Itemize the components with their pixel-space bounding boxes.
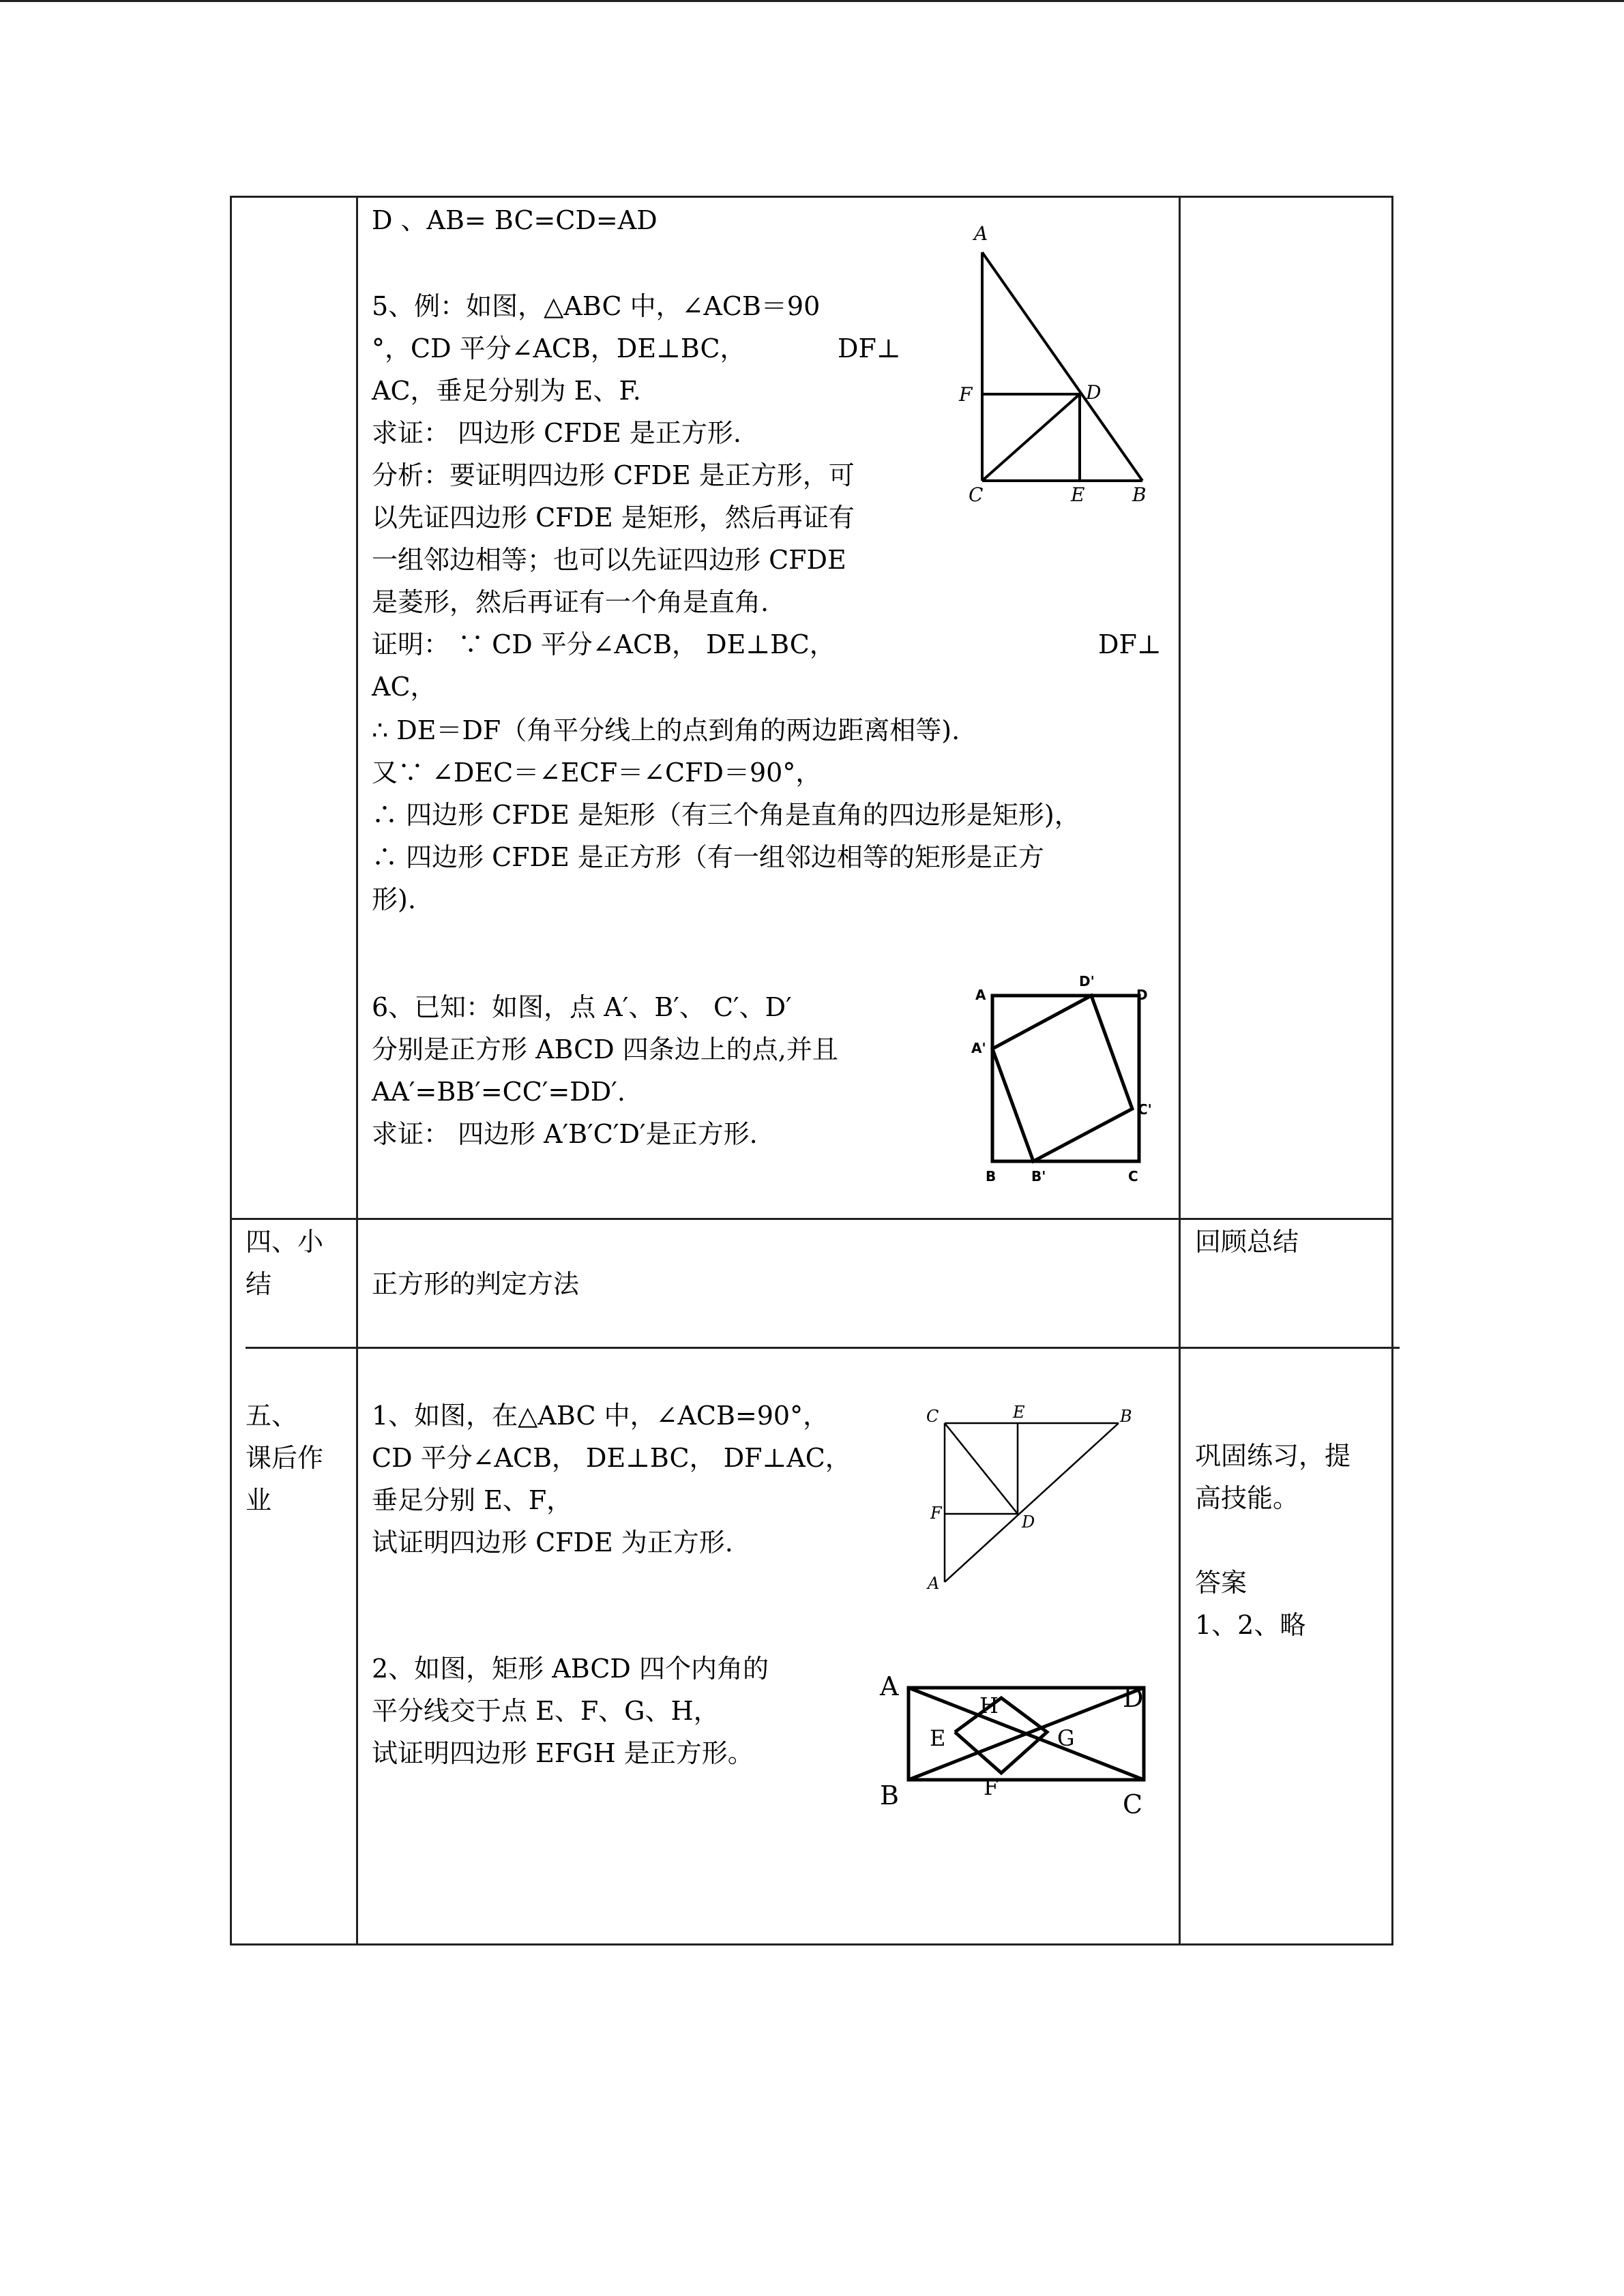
rectangle-bisectors-figure-geometry bbox=[866, 1671, 1166, 1828]
analysis-line: 是菱形，然后再证有一个角是直角. bbox=[372, 587, 769, 617]
table-left-border bbox=[230, 196, 232, 1945]
homework-note: 高技能。 bbox=[1195, 1483, 1299, 1513]
vertex-label-h: H bbox=[979, 1693, 999, 1718]
vertex-label-b: B bbox=[986, 1168, 996, 1184]
vertex-label-b-prime: B' bbox=[1031, 1168, 1046, 1184]
vertex-label-d: D bbox=[1123, 1683, 1144, 1713]
homework-line: 试证明四边形 CFDE 为正方形. bbox=[372, 1527, 733, 1557]
segment-ab bbox=[945, 1423, 1119, 1582]
problem6-line: 6、已知：如图，点 A′、B′、 C′、D′ bbox=[372, 992, 792, 1022]
vertex-label-a: A bbox=[975, 987, 986, 1003]
proof-line: ∴ DE＝DF（角平分线上的点到角的两边距离相等). bbox=[372, 715, 960, 745]
section-title: 结 bbox=[246, 1269, 272, 1299]
homework-note: 1、2、略 bbox=[1195, 1610, 1306, 1640]
vertex-label-c: C bbox=[1123, 1789, 1143, 1819]
homework-line: 平分线交于点 E、F、G、H， bbox=[372, 1696, 720, 1726]
vertex-label-a: A bbox=[880, 1671, 899, 1701]
vertex-label-e: E bbox=[930, 1725, 946, 1751]
vertex-label-c-prime: C' bbox=[1138, 1101, 1152, 1118]
homework-line: CD 平分∠ACB， DE⊥BC， DF⊥AC， bbox=[372, 1443, 851, 1473]
section-title: 课后作 bbox=[246, 1443, 324, 1473]
problem6-line: 求证： 四边形 A′B′C′D′是正方形. bbox=[372, 1119, 758, 1149]
vertex-label-a: A bbox=[974, 225, 988, 245]
vertex-label-d: D bbox=[1086, 381, 1102, 404]
homework-note: 巩固练习，提 bbox=[1195, 1441, 1351, 1471]
vertex-label-f: F bbox=[984, 1774, 999, 1800]
segment-cd bbox=[945, 1423, 1018, 1514]
proof-line: ∴ 四边形 CFDE 是矩形（有三个角是直角的四边形是矩形)， bbox=[372, 800, 1080, 830]
proof-line: 形). bbox=[372, 884, 416, 914]
proof-line: 又∵ ∠DEC＝∠ECF＝∠CFD＝90°， bbox=[372, 758, 822, 788]
vertex-label-c: C bbox=[969, 483, 984, 506]
table-col-divider-2 bbox=[1179, 196, 1181, 1945]
analysis-line: 一组邻边相等；也可以先证四边形 CFDE bbox=[372, 545, 846, 575]
homework-line: 试证明四边形 EFGH 是正方形。 bbox=[372, 1738, 754, 1768]
vertex-label-c: C bbox=[1128, 1168, 1138, 1184]
page-top-border bbox=[0, 0, 1624, 2]
analysis-line: 分析：要证明四边形 CFDE 是正方形，可 bbox=[372, 460, 855, 490]
vertex-label-a-prime: A' bbox=[971, 1040, 986, 1056]
nested-squares-figure bbox=[962, 968, 1173, 1193]
vertex-label-b: B bbox=[880, 1780, 899, 1810]
homework-line: 2、如图，矩形 ABCD 四个内角的 bbox=[372, 1654, 769, 1684]
example5-line: DF⊥ bbox=[838, 333, 901, 363]
vertex-label-f: F bbox=[959, 383, 973, 406]
segment-ab bbox=[982, 252, 1142, 481]
vertex-label-a: A bbox=[928, 1574, 940, 1593]
proof-line: AC， bbox=[372, 672, 437, 702]
triangle-square-figure bbox=[941, 225, 1160, 511]
table-top-border bbox=[230, 196, 1393, 198]
summary-note: 回顾总结 bbox=[1195, 1227, 1299, 1257]
section-title: 四、小 bbox=[246, 1227, 324, 1257]
summary-content: 正方形的判定方法 bbox=[372, 1269, 580, 1299]
vertex-label-c: C bbox=[926, 1407, 939, 1426]
example5-line: AC，垂足分别为 E、F. bbox=[372, 376, 641, 406]
proof-line: 证明： ∵ CD 平分∠ACB， DE⊥BC， bbox=[372, 629, 836, 659]
problem6-line: AA′=BB′=CC′=DD′. bbox=[372, 1077, 625, 1107]
proof-line: DF⊥ bbox=[1098, 629, 1162, 659]
option-d-text: D 、AB= BC=CD=AD bbox=[372, 205, 658, 235]
analysis-line: 以先证四边形 CFDE 是矩形，然后再证有 bbox=[372, 503, 855, 533]
outer-square-abcd bbox=[992, 996, 1139, 1161]
table-col-divider-1 bbox=[356, 196, 358, 1945]
homework-note: 答案 bbox=[1195, 1568, 1247, 1598]
vertex-label-d: D bbox=[1136, 987, 1148, 1003]
homework-line: 垂足分别 E、F， bbox=[372, 1485, 573, 1515]
table-right-border bbox=[1391, 196, 1393, 1945]
table-bottom-border bbox=[230, 1943, 1393, 1945]
section-title: 五、 bbox=[246, 1401, 298, 1431]
vertex-label-b: B bbox=[1132, 483, 1147, 506]
example5-line: °，CD 平分∠ACB，DE⊥BC， bbox=[372, 333, 746, 363]
homework-line: 1、如图，在△ABC 中，∠ACB=90°， bbox=[372, 1401, 829, 1431]
vertex-label-d-prime: D' bbox=[1079, 973, 1095, 989]
triangle-square-figure-2 bbox=[914, 1401, 1146, 1606]
vertex-label-g: G bbox=[1057, 1725, 1075, 1751]
vertex-label-e: E bbox=[1071, 483, 1085, 506]
inner-square-abcd-prime bbox=[992, 996, 1132, 1161]
example5-line: 5、例：如图，△ABC 中，∠ACB＝90 bbox=[372, 291, 821, 321]
example5-line: 求证： 四边形 CFDE 是正方形. bbox=[372, 418, 741, 448]
proof-line: ∴ 四边形 CFDE 是正方形（有一组邻边相等的矩形是正方 bbox=[372, 842, 1044, 872]
vertex-label-b: B bbox=[1120, 1407, 1132, 1426]
vertex-label-e: E bbox=[1013, 1403, 1025, 1422]
vertex-label-d: D bbox=[1022, 1512, 1035, 1532]
vertex-label-f: F bbox=[930, 1504, 942, 1523]
segment-cd bbox=[982, 394, 1080, 481]
problem6-line: 分别是正方形 ABCD 四条边上的点,并且 bbox=[372, 1034, 838, 1064]
section-title: 业 bbox=[246, 1485, 272, 1515]
table-row-divider-2 bbox=[246, 1347, 1400, 1349]
table-row-divider-1 bbox=[230, 1218, 1393, 1220]
